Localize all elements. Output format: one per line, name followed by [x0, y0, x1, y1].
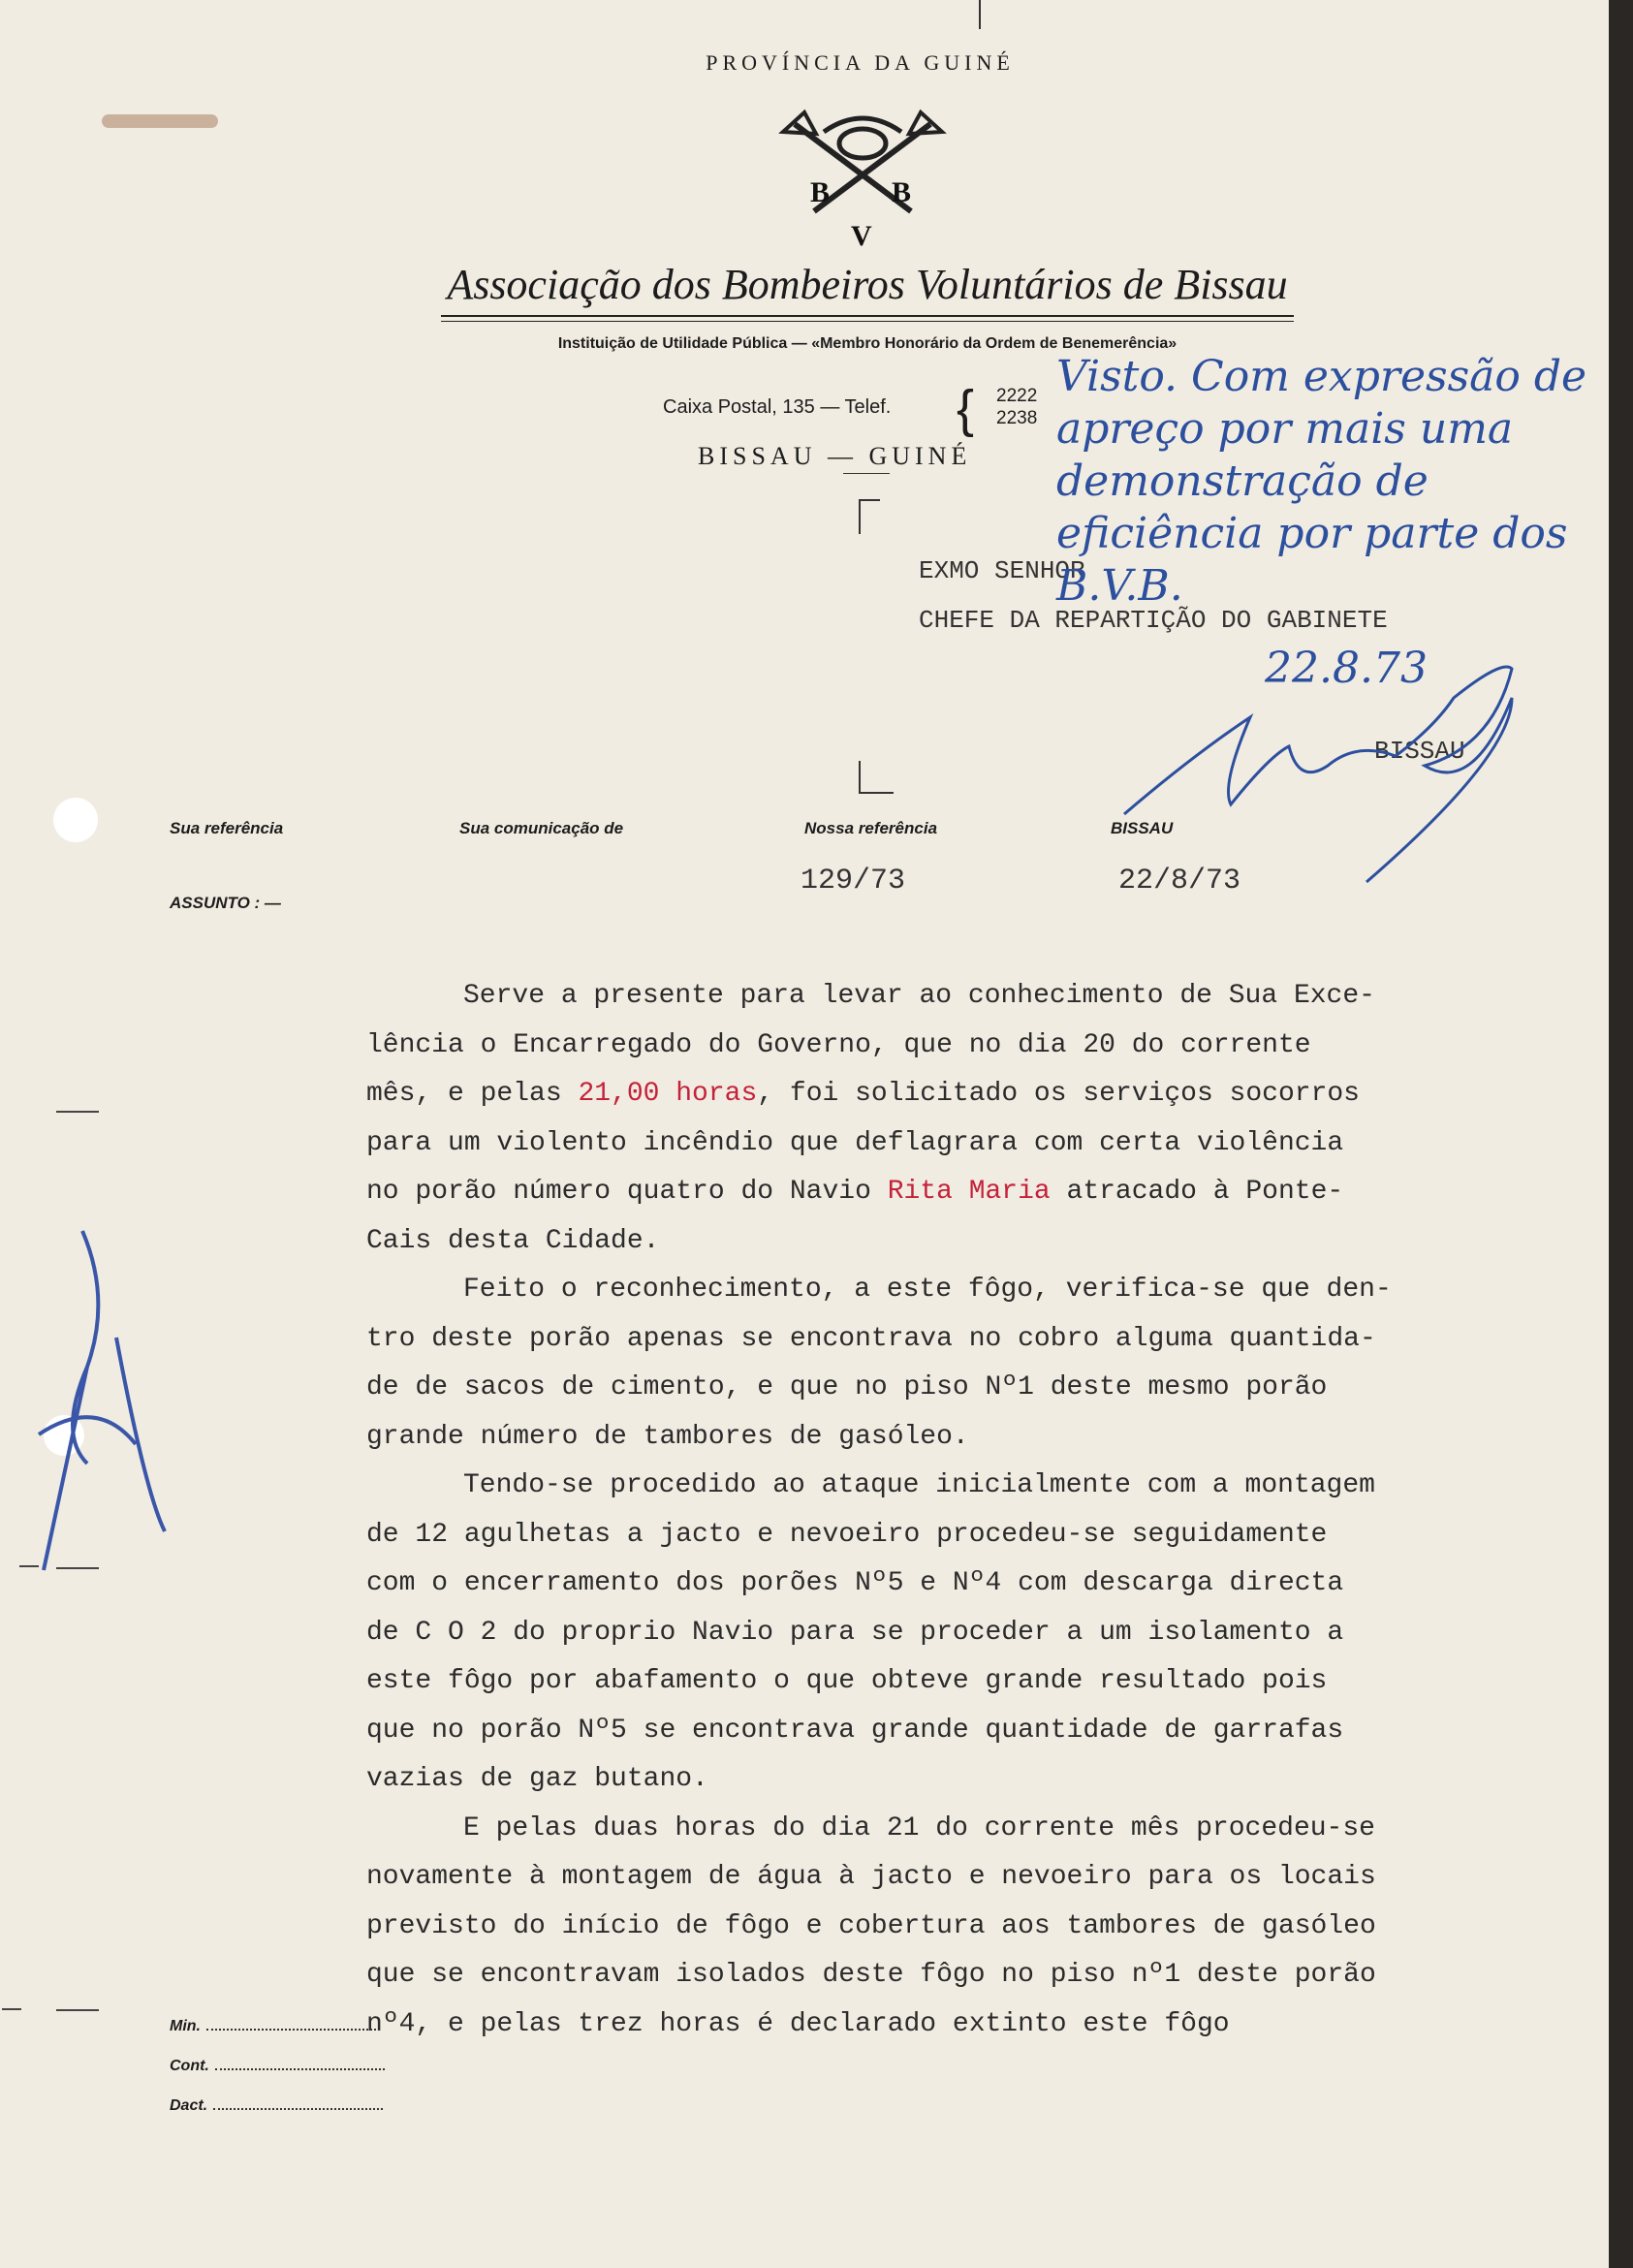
- body-line: [366, 1364, 1607, 1413]
- recipient-line-3: BISSAU: [1374, 737, 1465, 766]
- handwritten-date: 22.8.73: [1265, 644, 1428, 693]
- body-text-segment: Serve a presente para levar ao conhecimento de Sua Exce-: [463, 981, 1375, 1011]
- body-text-segment: lência o Encarregado do Governo, que no dia 20 do corrente: [366, 1029, 1311, 1060]
- province-heading: PROVÍNCIA DA GUINÉ: [706, 50, 1015, 75]
- body-text-segment: para um violento incêndio que deflagrara com certa violência: [366, 1127, 1344, 1158]
- punch-hole: [53, 798, 98, 842]
- postal-box: Caixa Postal, 135 — Telef.: [663, 396, 892, 418]
- body-text-segment: que no porão Nº5 se encontrava grande quantidade de garrafas: [366, 1715, 1344, 1746]
- body-text-segment: Feito o reconhecimento, a este fôgo, verifica-se que den-: [463, 1275, 1392, 1305]
- body-line: [366, 1853, 1607, 1903]
- label-nossa-referencia: Nossa referência: [804, 819, 938, 837]
- letter-date: 22/8/73: [1118, 865, 1241, 898]
- association-name: Associação dos Bombeiros Voluntários de Bissau: [447, 261, 1288, 308]
- body-text-segment: de C O 2 do proprio Navio para se proceder a um isolamento a: [366, 1617, 1344, 1648]
- body-line: [366, 1903, 1607, 1952]
- body-text-segment: tro deste porão apenas se encontrava no cobro alguma quantida-: [366, 1323, 1376, 1354]
- margin-tick: [56, 2009, 99, 2011]
- letter-body: [366, 972, 1607, 2049]
- fire-brigade-emblem: [766, 105, 959, 250]
- corner-mark-top: [859, 499, 880, 534]
- header-rule: [441, 315, 1294, 317]
- label-sua-comunicacao: Sua comunicação de: [459, 819, 624, 837]
- label-bissau: BISSAU: [1111, 819, 1174, 837]
- body-text-segment: vazias de gaz butano.: [366, 1764, 708, 1794]
- body-text-segment: com o encerramento dos porões Nº5 e Nº4 com descarga directa: [366, 1568, 1344, 1598]
- highlighted-text: Rita Maria: [887, 1177, 1051, 1207]
- body-text-segment: de 12 agulhetas a jacto e nevoeiro procedeu-se seguidamente: [366, 1519, 1328, 1550]
- body-line: [366, 1511, 1607, 1560]
- body-line: [366, 1168, 1607, 1217]
- body-text-segment: grande número de tambores de gasóleo.: [366, 1421, 969, 1452]
- body-text-segment: no porão número quatro do Navio: [366, 1177, 888, 1207]
- top-tick: [979, 0, 981, 29]
- body-line: [366, 1559, 1607, 1609]
- address-mark-line: [843, 473, 890, 474]
- body-text-segment: Cais desta Cidade.: [366, 1225, 660, 1256]
- body-text-segment: mês, e pelas: [366, 1079, 579, 1109]
- assunto-label: ASSUNTO : —: [170, 894, 281, 912]
- highlighted-text: 21,00 horas: [578, 1079, 758, 1109]
- body-text-segment: Tendo-se procedido ao ataque inicialmente com a montagem: [463, 1470, 1375, 1500]
- body-line: [366, 1413, 1607, 1463]
- emblem-letter-right: B: [892, 176, 912, 208]
- paper-stain: [102, 114, 218, 128]
- body-line: [366, 1217, 1607, 1267]
- body-line: [366, 1022, 1607, 1071]
- body-text-segment: este fôgo por abafamento o que obteve grande resultado pois: [366, 1666, 1328, 1696]
- nossa-referencia-value: 129/73: [801, 865, 906, 898]
- body-line: [366, 1070, 1607, 1119]
- emblem-letter-bottom: V: [851, 220, 872, 250]
- footer-dact: Dact.: [170, 2097, 383, 2115]
- body-text-segment: atracado à Ponte-: [1050, 1177, 1344, 1207]
- recipient-line-1: EXMO SENHOR: [919, 556, 1085, 585]
- body-line: [366, 1707, 1607, 1756]
- body-line: [366, 1266, 1607, 1315]
- page-edge-shadow: [1609, 0, 1633, 2268]
- body-text-segment: nº4, e pelas trez horas é declarado extinto este fôgo: [366, 2008, 1230, 2039]
- corner-mark-bottom: [859, 761, 894, 794]
- phone-number-1: 2222: [996, 386, 1038, 406]
- body-line: [366, 1119, 1607, 1169]
- body-text-segment: que se encontravam isolados deste fôgo no piso nº1 deste porão: [366, 1960, 1376, 1990]
- body-text-segment: E pelas duas horas do dia 21 do corrente mês procedeu-se: [463, 1812, 1375, 1843]
- institution-line: Instituição de Utilidade Pública — «Membro Honorário da Ordem de Benemerência»: [557, 335, 1178, 352]
- body-text-segment: novamente à montagem de água à jacto e nevoeiro para os locais: [366, 1862, 1376, 1892]
- body-line: [366, 1315, 1607, 1365]
- body-text-segment: , foi solicitado os serviços socorros: [757, 1079, 1360, 1109]
- body-text-segment: previsto do início de fôgo e cobertura aos tambores de gasóleo: [366, 1910, 1376, 1941]
- footer-min: Min.: [170, 2018, 376, 2035]
- body-line: [366, 1657, 1607, 1707]
- recipient-line-2: CHEFE DA REPARTIÇÃO DO GABINETE: [919, 606, 1388, 635]
- handwritten-signature: [1105, 640, 1551, 892]
- phone-number-2: 2238: [996, 408, 1038, 428]
- margin-initial-signature: [19, 1212, 174, 1580]
- margin-tick: [56, 1111, 99, 1113]
- body-line: [366, 1609, 1607, 1658]
- body-line: [366, 1755, 1607, 1805]
- margin-tick-small: [2, 2008, 21, 2010]
- body-line: [366, 2000, 1607, 2050]
- body-line: [366, 1951, 1607, 2000]
- footer-cont: Cont.: [170, 2058, 385, 2075]
- handwritten-note: Visto. Com expressão de apreço por mais uma demonstração de eficiência por parte dos B.V.B.: [1056, 352, 1587, 611]
- body-line: [366, 1805, 1607, 1854]
- phone-brace: {: [957, 380, 975, 438]
- label-sua-referencia: Sua referência: [170, 819, 284, 837]
- header-rule-thin: [441, 321, 1294, 322]
- body-text-segment: de de sacos de cimento, e que no piso Nº1 deste mesmo porão: [366, 1372, 1328, 1402]
- emblem-letter-left: B: [810, 176, 831, 208]
- body-line: [366, 972, 1607, 1022]
- body-line: [366, 1462, 1607, 1511]
- city-line: BISSAU — GUINÉ: [698, 442, 972, 470]
